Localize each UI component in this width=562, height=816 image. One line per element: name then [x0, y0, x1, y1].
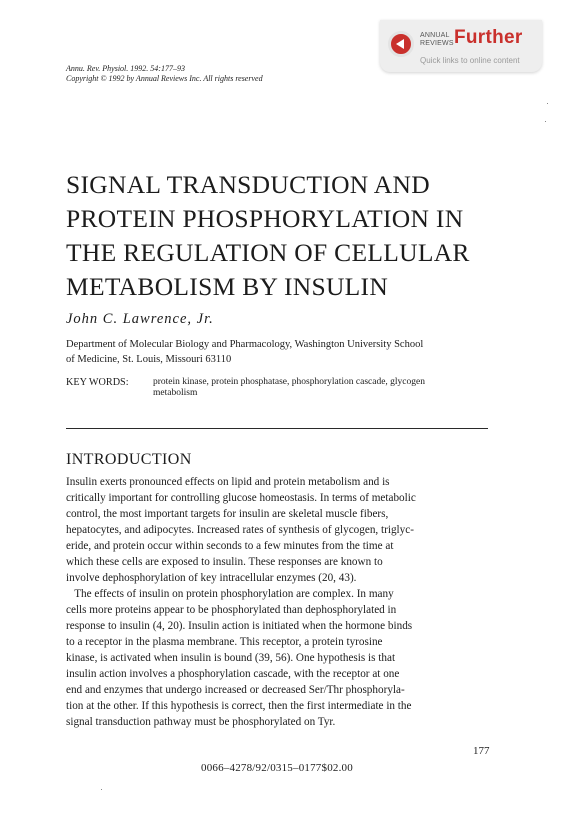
body-line: which these cells are exposed to insulin. These responses are known to — [66, 556, 383, 568]
introduction-heading: INTRODUCTION — [66, 451, 192, 468]
body-line: Insulin exerts pronounced effects on lipid and protein metabolism and is — [66, 476, 390, 488]
copyright-notice: Copyright © 1992 by Annual Reviews Inc. All rights reserved — [66, 74, 263, 83]
title-line: METABOLISM BY INSULIN — [66, 272, 389, 301]
banner-annual-text: ANNUAL — [420, 32, 450, 39]
article-price-code: 0066–4278/92/0315–0177$02.00 — [201, 762, 353, 774]
body-line: tion at the other. If this hypothesis is correct, then the first intermediate in the — [66, 700, 412, 712]
keywords-label: KEY WORDS: — [66, 377, 129, 388]
body-line: critically important for controlling glucose homeostasis. In terms of metabolic — [66, 492, 416, 504]
banner-further-link[interactable]: Further — [454, 27, 523, 48]
body-line: hepatocytes, and adipocytes. Increased rates of synthesis of glycogen, triglyc- — [66, 524, 414, 536]
body-line: kinase, is activated when insulin is bound (39, 56). One hypothesis is that — [66, 652, 396, 664]
annual-reviews-further-banner[interactable] — [380, 20, 542, 72]
journal-reference — [66, 64, 263, 84]
banner-reviews-text: REVIEWS — [420, 40, 454, 47]
annual-reviews-logo-icon — [388, 31, 414, 57]
body-line: The effects of insulin on protein phosphorylation are complex. In many — [66, 588, 394, 600]
keywords-line: protein kinase, protein phosphatase, phosphorylation cascade, glycogen — [153, 377, 425, 387]
author-affiliation — [66, 337, 496, 367]
banner-tagline: Quick links to online content — [420, 56, 520, 65]
keywords-line: metabolism — [153, 388, 198, 398]
body-line: eride, and protein occur within seconds to a few minutes from the time at — [66, 540, 394, 552]
article-title — [66, 168, 470, 304]
introduction-body — [66, 474, 496, 730]
body-line: to a receptor in the plasma membrane. This receptor, a protein tyrosine — [66, 636, 383, 648]
body-line: cells more proteins appear to be phosphorylated than dephosphorylated in — [66, 604, 397, 616]
keywords-list — [153, 377, 425, 399]
title-line: THE REGULATION OF CELLULAR — [66, 238, 470, 267]
scan-speck — [101, 789, 102, 790]
author-name: John C. Lawrence, Jr. — [66, 311, 214, 327]
page-number: 177 — [473, 745, 490, 757]
title-line: PROTEIN PHOSPHORYLATION IN — [66, 204, 464, 233]
scan-speck — [547, 103, 548, 104]
body-line: control, the most important targets for insulin are skeletal muscle fibers, — [66, 508, 389, 520]
affiliation-line: of Medicine, St. Louis, Missouri 63110 — [66, 354, 232, 365]
scan-speck — [545, 121, 546, 122]
journal-citation: Annu. Rev. Physiol. 1992. 54:177–93 — [66, 64, 185, 73]
affiliation-line: Department of Molecular Biology and Pharmacology, Washington University School — [66, 339, 424, 350]
body-line: involve dephosphorylation of key intracellular enzymes (20, 43). — [66, 572, 357, 584]
body-line: signal transduction pathway must be phosphorylated on Tyr. — [66, 716, 336, 728]
section-divider — [66, 428, 488, 429]
body-line: response to insulin (4, 20). Insulin action is initiated when the hormone binds — [66, 620, 413, 632]
title-line: SIGNAL TRANSDUCTION AND — [66, 170, 430, 199]
body-line: end and enzymes that undergo increased or decreased Ser/Thr phosphoryla- — [66, 684, 405, 696]
body-line: insulin action involves a phosphorylation cascade, with the receptor at one — [66, 668, 400, 680]
